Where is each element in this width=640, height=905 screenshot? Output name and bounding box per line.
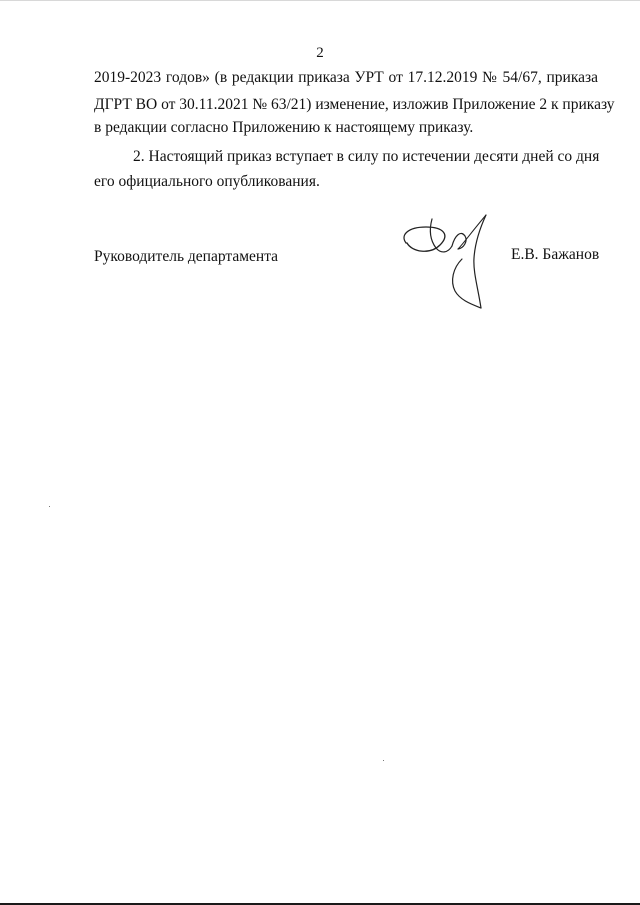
paragraph-2-line-1: 2. Настоящий приказ вступает в силу по истечении десяти дней со дня bbox=[133, 148, 600, 165]
paragraph-1-line-3: в редакции согласно Приложению к настоящему приказу. bbox=[94, 119, 474, 136]
signer-name: Е.В. Бажанов bbox=[511, 246, 600, 263]
scan-speck bbox=[383, 760, 384, 761]
handwritten-signature bbox=[398, 210, 503, 312]
paragraph-2-line-2: его официального опубликования. bbox=[94, 173, 320, 190]
page-number: 2 bbox=[316, 45, 324, 61]
page-top-edge bbox=[0, 0, 640, 1]
paragraph-1-line-1: 2019-2023 годов» (в редакции приказа УРТ от 17.12.2019 № 54/67, приказа bbox=[94, 69, 598, 86]
paragraph-1-line-2: ДГРТ ВО от 30.11.2021 № 63/21) изменение, изложив Приложение 2 к приказу bbox=[94, 96, 615, 113]
signer-position: Руководитель департамента bbox=[94, 248, 279, 265]
scan-speck bbox=[49, 506, 50, 507]
